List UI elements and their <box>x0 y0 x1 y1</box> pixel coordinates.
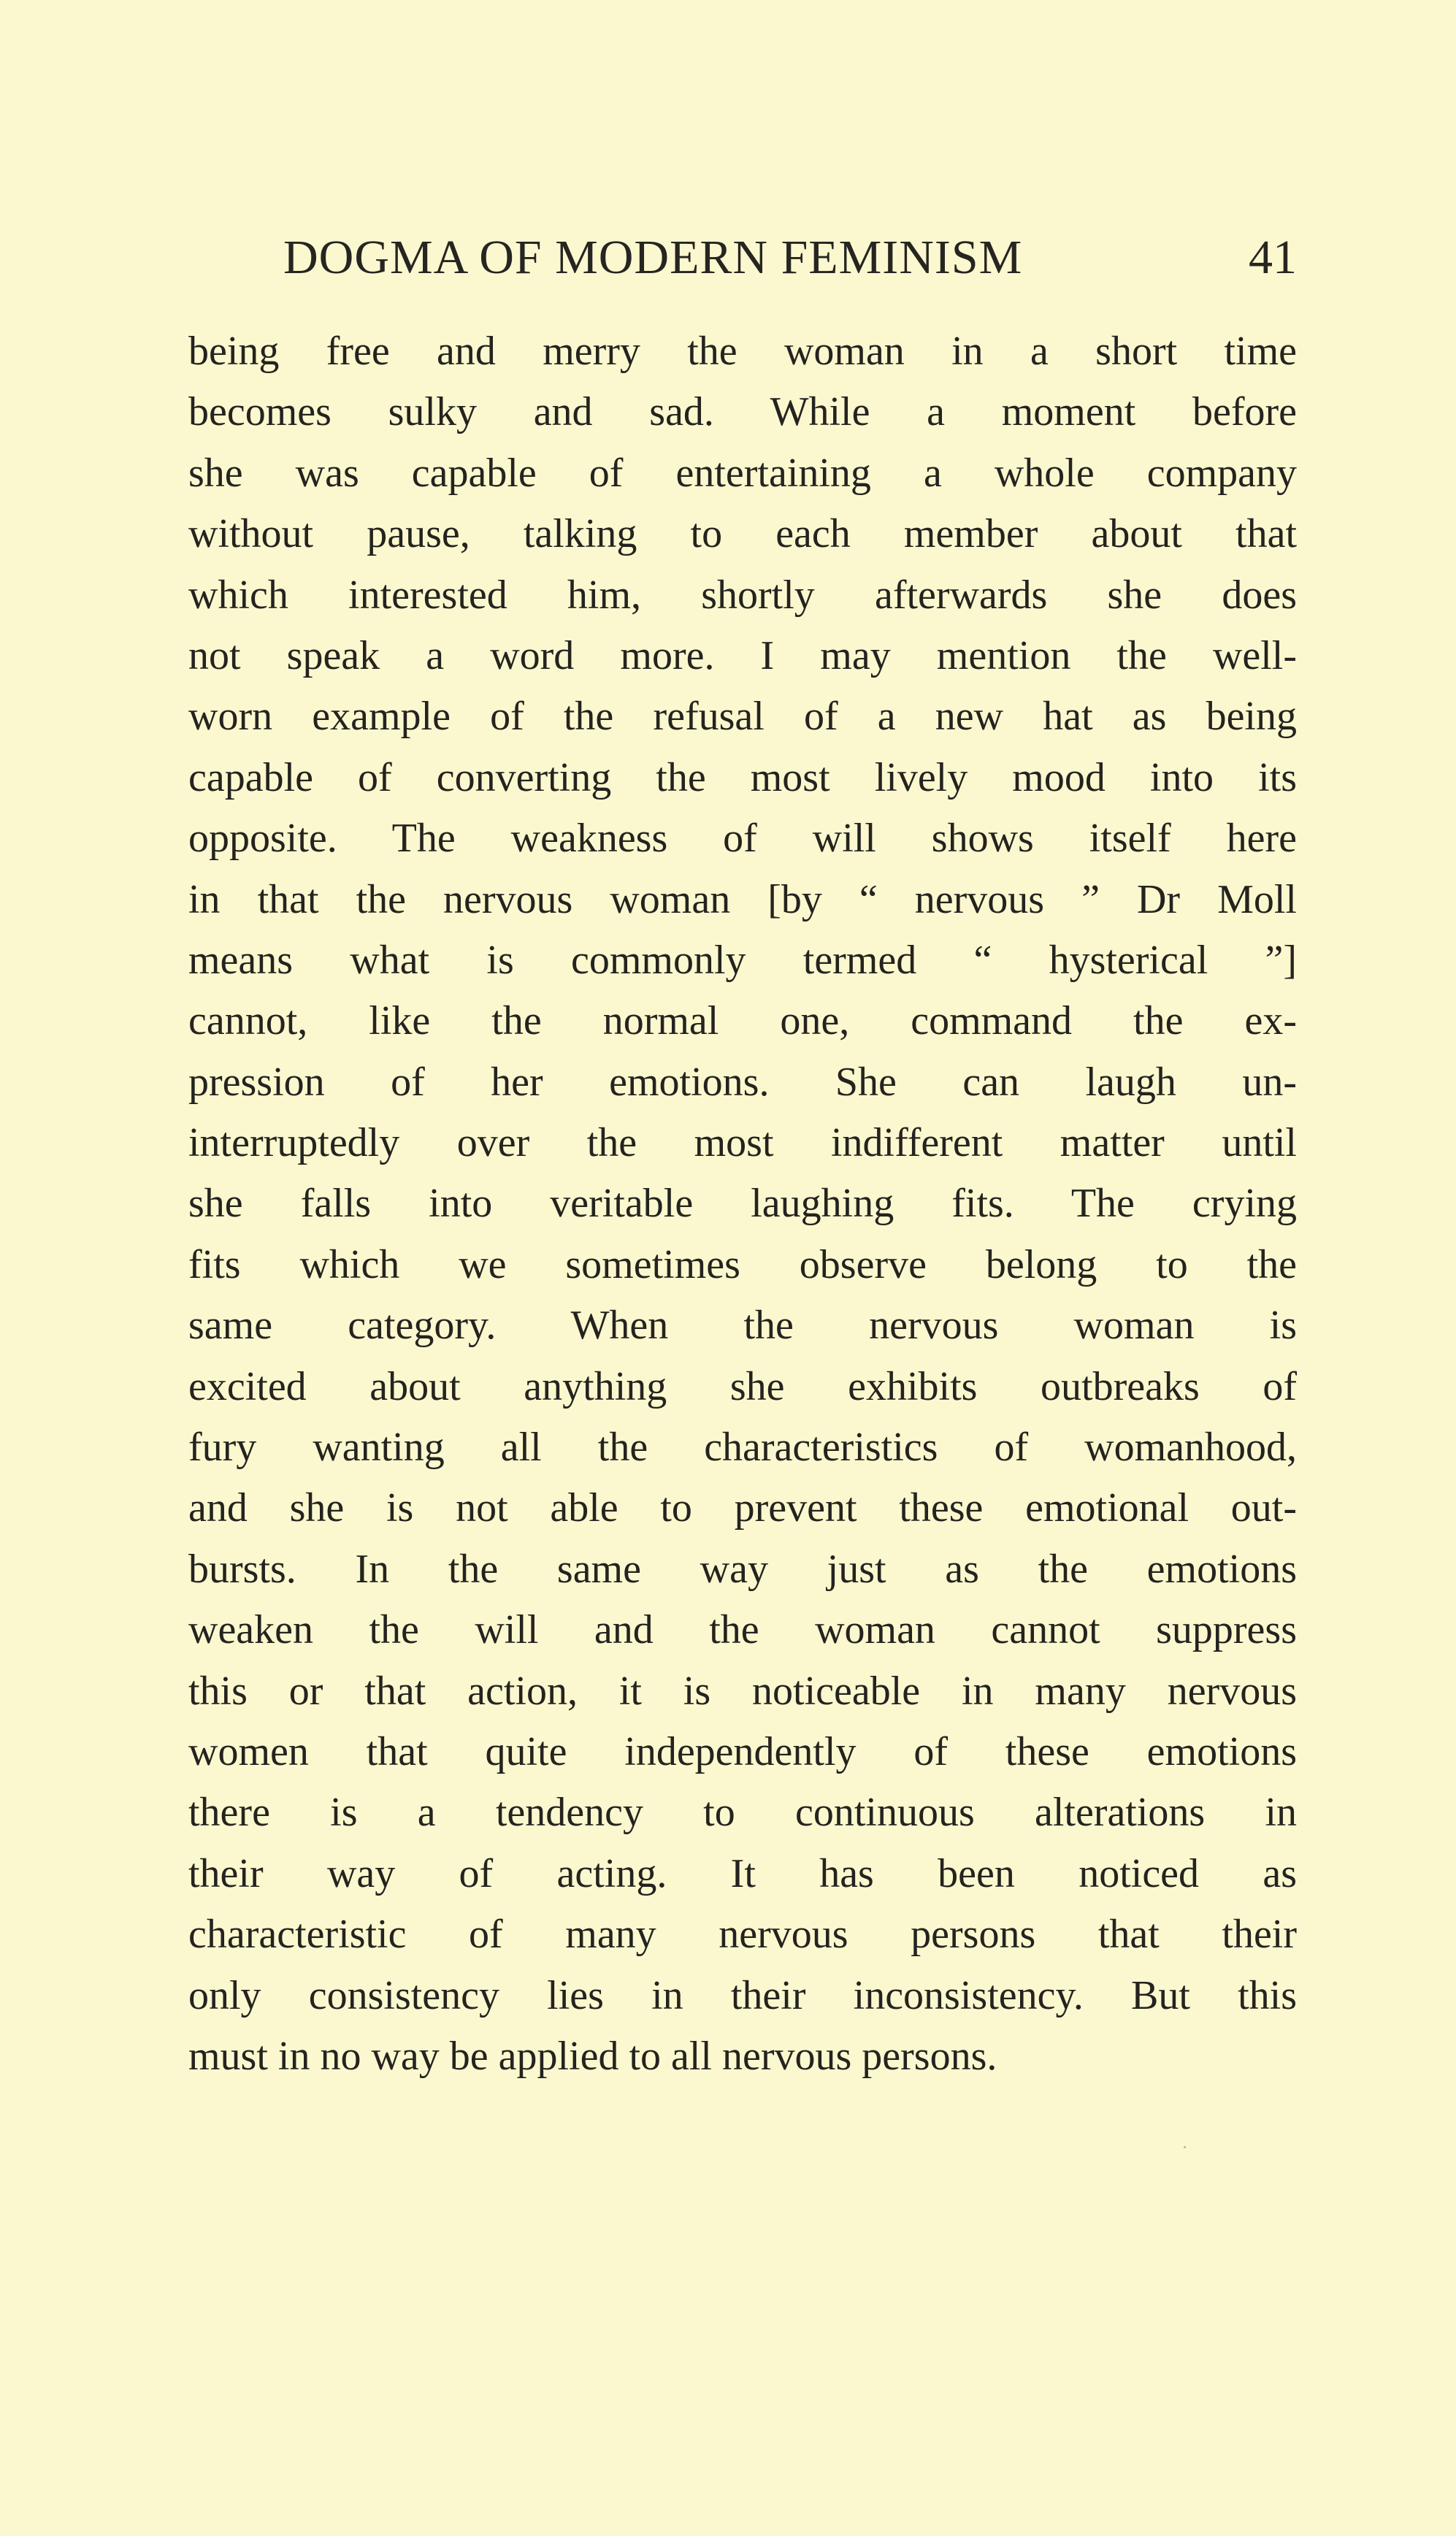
running-head <box>188 225 1297 291</box>
text-line: which interested him, shortly afterwards she does <box>188 572 1297 618</box>
text-line: opposite. The weakness of will shows itself here <box>188 816 1297 862</box>
text-line: weaken the will and the woman cannot suppress <box>188 1607 1297 1653</box>
text-line: only consistency lies in their inconsistency. But this <box>188 1972 1297 2018</box>
text-line: worn example of the refusal of a new hat as being <box>188 694 1297 740</box>
text-line: fury wanting all the characteristics of womanhood, <box>188 1425 1297 1471</box>
text-line-last: must in no way be applied to all nervous persons. <box>188 2033 997 2079</box>
paper-speck <box>1184 2146 1186 2148</box>
text-line: she falls into veritable laughing fits. The crying <box>188 1181 1297 1227</box>
page-number: 41 <box>1249 231 1297 284</box>
text-line: there is a tendency to continuous alterations in <box>188 1790 1297 1836</box>
text-line: she was capable of entertaining a whole company <box>188 450 1297 496</box>
text-line: women that quite independently of these emotions <box>188 1728 1297 1774</box>
text-line: capable of converting the most lively mood into its <box>188 754 1297 800</box>
text-line: bursts. In the same way just as the emotions <box>188 1546 1297 1592</box>
text-line: cannot, like the normal one, command the ex- <box>188 998 1297 1044</box>
text-line: being free and merry the woman in a short time <box>188 329 1297 374</box>
text-line: in that the nervous woman [by “ nervous ” Dr Moll <box>188 876 1297 922</box>
body-text <box>188 321 1297 2087</box>
text-line: not speak a word more. I may mention the well- <box>188 632 1297 678</box>
text-line: pression of her emotions. She can laugh un- <box>188 1059 1297 1105</box>
text-line: same category. When the nervous woman is <box>188 1303 1297 1349</box>
text-line: becomes sulky and sad. While a moment before <box>188 389 1297 435</box>
text-line: characteristic of many nervous persons that their <box>188 1912 1297 1958</box>
text-line: this or that action, it is noticeable in many nervous <box>188 1668 1297 1714</box>
text-line: fits which we sometimes observe belong to the <box>188 1241 1297 1287</box>
text-line: excited about anything she exhibits outbreaks of <box>188 1363 1297 1409</box>
text-line: means what is commonly termed “ hysterical ”] <box>188 937 1297 983</box>
running-title: DOGMA OF MODERN FEMINISM <box>283 231 1023 284</box>
text-line: and she is not able to prevent these emotional out- <box>188 1485 1297 1531</box>
text-line: interruptedly over the most indifferent matter until <box>188 1120 1297 1166</box>
text-line: their way of acting. It has been noticed as <box>188 1850 1297 1896</box>
text-line: without pause, talking to each member about that <box>188 511 1297 557</box>
